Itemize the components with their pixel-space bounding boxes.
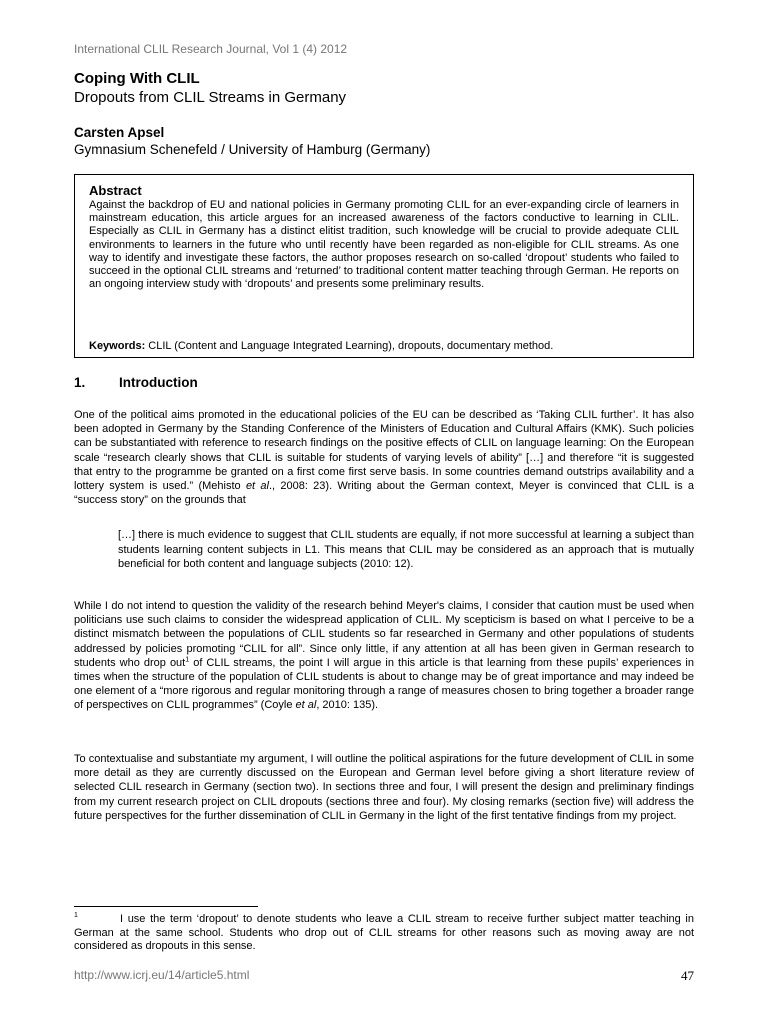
section-heading-introduction <box>74 375 198 390</box>
article-title: Coping With CLIL <box>74 70 200 87</box>
keywords-list: CLIL (Content and Language Integrated Learning), dropouts, documentary method. <box>145 340 554 352</box>
author-affiliation: Gymnasium Schenefeld / University of Hamburg (Germany) <box>74 142 431 157</box>
paragraph-1-et-al: et al <box>245 480 269 493</box>
paragraph-2-text-a: While I do not intend to question the validity of the research behind Meyer's claims, I consider that caution must be used when politicians use such claims to consider the widespread application of CLIL. My scepticism is based on what I perceive to be a distinct mismatch between the populations of CLIL students so far researched in Germany and other populations of students addressed by policies promoting “CLIL for all”. Since only little, if any attention at all has been given in German research to students who drop out <box>74 600 694 669</box>
paragraph-2-text-c: , 2010: 135). <box>316 699 379 712</box>
paragraph-2-et-al: et al <box>295 699 317 712</box>
keywords-label: Keywords: <box>89 340 146 352</box>
article-subtitle: Dropouts from CLIL Streams in Germany <box>74 89 347 106</box>
footnote-text: I use the term ‘dropout’ to denote students who leave a CLIL stream to receive further subject matter teaching in German at the same school. Students who drop out of CLIL streams for other reasons such as moving away are not considered as dropouts in this sense. <box>74 913 694 952</box>
paragraph-1-text-b: ., 2008: 23). Writing about the German context, Meyer is convinced that CLIL is a “success story” on the grounds that <box>74 480 694 507</box>
footnote-1: 1 I use the term ‘dropout’ to denote students who leave a CLIL stream to receive further subject matter teaching in German at the same school. Students who drop out of CLIL streams for other reasons such as moving away are not considered as dropouts in this sense. <box>74 912 694 952</box>
keywords <box>89 340 679 352</box>
footer-url-link[interactable]: http://www.icrj.eu/14/article5.html <box>74 968 250 982</box>
journal-header: International CLIL Research Journal, Vol 1 (4) 2012 <box>74 42 348 56</box>
paragraph-2-text-b: of CLIL streams, the point I will argue in this article is that learning from these pupils’ experiences in times when the structure of the population of CLIL students is about to change may be of great importance and may indeed be one element of a “more rigorous and regular monitoring through a range of measures chosen to bring together a broader range of perspectives on CLIL programmes” (Coyle <box>74 656 694 712</box>
block-quote: […] there is much evidence to suggest that CLIL students are equally, if not more successful at learning a subject than students learning content subjects in L1. This means that CLIL may be considered as an approach that is mutually beneficial for both content and language subjects (2010: 12). <box>118 529 694 570</box>
page-number: 47 <box>681 968 694 983</box>
footnote-divider <box>74 906 258 907</box>
abstract-text: Against the backdrop of EU and national policies in Germany promoting CLIL for an ever-expanding circle of learners in mainstream education, this article argues for an increased awareness of the factors conductive to learning in CLIL. Especially as CLIL in Germany has a distinct elitist tradition, such knowledge will be crucial to provide adequate CLIL environments to learners in the future who until recently have been regarded as non-eligible for CLIL streams. As one way to identify and investigate these factors, the author proposes research on so-called ‘dropout’ students who failed to succeed in the optional CLIL streams and ‘returned’ to traditional content matter teaching through German. He reports on an ongoing interview study with ‘dropouts’ and presents some preliminary results. <box>89 199 679 291</box>
section-title: Introduction <box>119 375 198 390</box>
abstract-box <box>74 174 694 358</box>
paragraph-1-text-a: One of the political aims promoted in the educational policies of the EU can be described as ‘Taking CLIL further’. It has also been adopted in Germany by the Standing Conference of the Ministers of Education and Cultural Affairs (KMK). Such policies can be substantiated with reference to research findings on the positive effects of CLIL on language learning: On the European scale “research clearly shows that CLIL is suitable for students of varying levels of ability” […] and therefore “it is suggested that entry to the programme be granted on a first come first serve basis. In some countries demand outstrips availability and a lottery system is used.” (Mehisto <box>74 409 694 493</box>
footnote-reference[interactable]: 1 <box>185 656 190 664</box>
abstract-heading: Abstract <box>89 183 142 198</box>
paragraph-3: To contextualise and substantiate my argument, I will outline the political aspirations for the future development of CLIL in some more detail as they are currently discussed on the European and German level before giving a short literature review of selected CLIL research in Germany (section two). In sections three and four, I will present the design and preliminary findings from my current research project on CLIL dropouts (sections three and four). My closing remarks (section five) will address the future perspectives for the further dissemination of CLIL in Germany in the light of the first tentative findings from my project. <box>74 753 694 822</box>
paragraph-1 <box>74 408 694 507</box>
author-name: Carsten Apsel <box>74 125 165 140</box>
paragraph-2 <box>74 599 694 713</box>
section-number: 1. <box>74 375 86 390</box>
